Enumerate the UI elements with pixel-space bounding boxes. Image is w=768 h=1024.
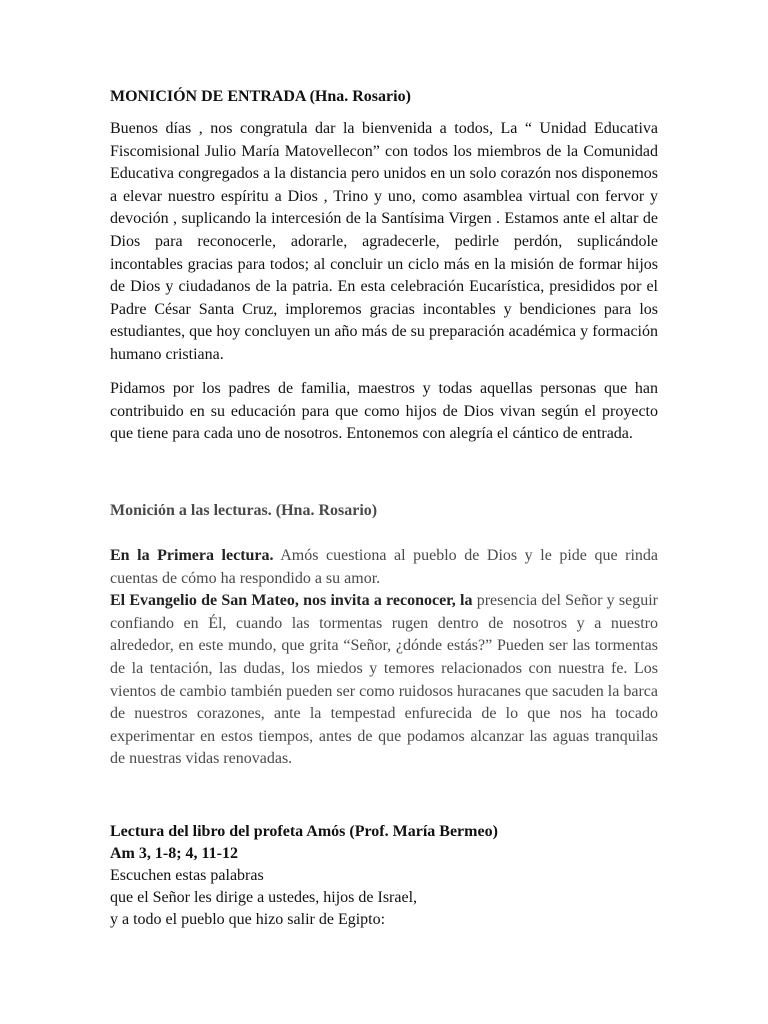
paragraph-welcome: Buenos días , nos congratula dar la bienvenida a todos, La “ Unidad Educativa Fiscomisional Julio María Matovellecon” con todos los miembros de la Comunidad Educativa congregados a la distancia pero unidos en un solo corazón nos disponemos a elevar nuestro espíritu a Dios , Trino y uno, como asamblea virtual con fervor y devoción , suplicando la intercesión de la Santísima Virgen . Estamos ante el altar de Dios para reconocerle, adorarle, agradecerle, pedirle perdón, suplicándole incontables gracias para todos; al concluir un ciclo más en la misión de formar hijos de Dios y ciudadanos de la patria. En esta celebración Eucarística, presididos por el Padre César Santa Cruz, imploremos gracias incontables y bendiciones para los estudiantes, que hoy concluyen un año más de su preparación académica y formación humano cristiana. [110, 120, 658, 363]
verse-line-3: y a todo el pueblo que hizo salir de Egipto: [110, 911, 386, 928]
gospel-text: presencia del Señor y seguir confiando en Él, cuando las tormentas rugen dentro de nosotros y a nuestro alrededor, en este mundo, que grita “Señor, ¿dónde estás?” Pueden ser las tormentas de la tentación, las dudas, los miedos y temores relacionados con nuestra fe. Los vientos de cambio también pueden ser como ruidosos huracanes que sacuden la barca de nuestros corazones, ante la tempestad enfurecida de lo que nos ha tocado experimentar en estos tiempos, antes de que podamos alcanzar las aguas tranquilas de nuestras vidas renovadas. [110, 592, 658, 768]
paragraph-petition: Pidamos por los padres de familia, maestros y todas aquellas personas que han contribuido en su educación para que como hijos de Dios vivan según el proyecto que tiene para cada uno de nosotros. Entonemos con alegría el cántico de entrada. [110, 380, 658, 443]
gospel-paragraph [110, 590, 658, 771]
first-reading-text: Amós cuestiona al pueblo de Dios y le pide que rinda cuentas de cómo ha respondido a su amor. [110, 547, 659, 587]
heading-monicion-lecturas: Monición a las lecturas. (Hna. Rosario) [110, 502, 378, 519]
first-reading-label: En la Primera lectura. [110, 547, 274, 564]
verse-line-1: Escuchen estas palabras [110, 867, 264, 884]
readings-section [110, 545, 658, 771]
gospel-label: El Evangelio de San Mateo, nos invita a reconocer, la [110, 592, 473, 610]
heading-lectura-amos: Lectura del libro del profeta Amós (Prof. María Bermeo) [110, 823, 498, 840]
first-reading-paragraph [110, 545, 658, 590]
citation: Am 3, 1-8; 4, 11-12 [110, 845, 238, 862]
heading-monicion-entrada: MONICIÓN DE ENTRADA (Hna. Rosario) [110, 88, 411, 105]
verse-line-2: que el Señor les dirige a ustedes, hijos de Israel, [110, 889, 418, 906]
